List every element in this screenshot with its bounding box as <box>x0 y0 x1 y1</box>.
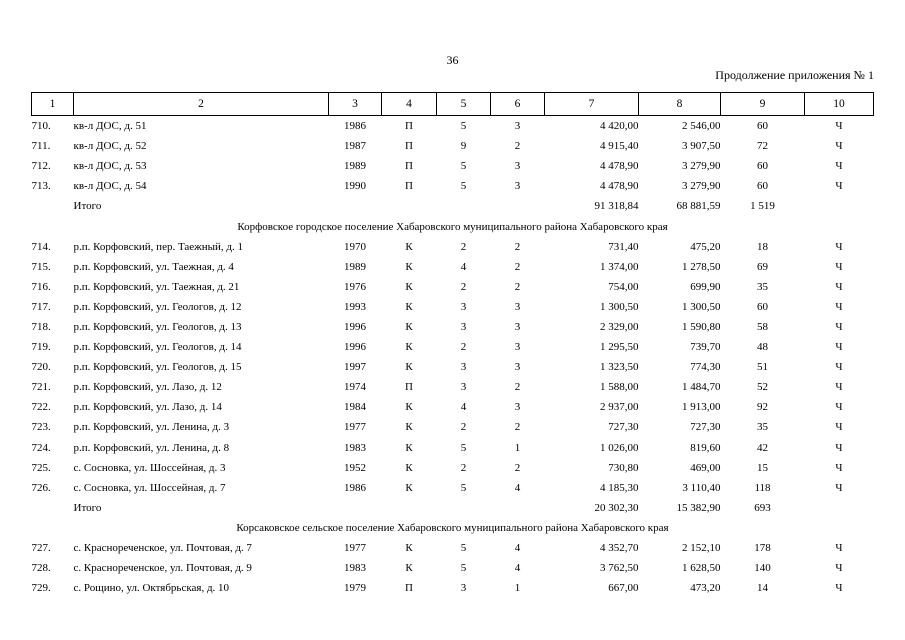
residents-count: 60 <box>757 120 768 133</box>
row-number: 728. <box>31 562 51 575</box>
address: кв-л ДОС, д. 51 <box>73 120 147 133</box>
column-header: 4 <box>382 93 437 116</box>
total-area: 4 915,40 <box>600 140 639 153</box>
ownership-type: Ч <box>835 481 843 494</box>
row-number <box>32 498 74 518</box>
floors-count: 3 <box>460 361 467 374</box>
table-row <box>32 578 874 598</box>
section-title: Корфовское городское поселение Хабаровского муниципального района Хабаровского края <box>237 220 668 233</box>
table-row <box>32 277 874 297</box>
total-area: 4 352,70 <box>600 542 639 555</box>
column-header: 7 <box>545 93 639 116</box>
column-header: 3 <box>329 93 382 116</box>
living-area: 1 300,50 <box>682 300 721 313</box>
year-built: 1997 <box>344 361 366 374</box>
address: р.п. Корфовский, ул. Геологов, д. 15 <box>73 361 242 374</box>
column-header: 10 <box>805 93 874 116</box>
address: р.п. Корфовский, ул. Ленина, д. 8 <box>73 441 230 454</box>
wall-material: К <box>405 341 413 354</box>
living-area: 819,60 <box>690 441 721 454</box>
total-area: 731,40 <box>608 240 639 253</box>
year-built: 1976 <box>344 280 366 293</box>
year-built: 1989 <box>344 260 366 273</box>
floors-count: 5 <box>460 120 467 133</box>
year-built: 1987 <box>344 140 366 153</box>
entrances-count: 3 <box>514 160 521 173</box>
living-area: 774,30 <box>690 361 721 374</box>
entrances-count: 2 <box>514 461 521 474</box>
living-area: 1 484,70 <box>682 381 721 394</box>
table-row <box>32 538 874 558</box>
entrances-count: 3 <box>514 180 521 193</box>
floors-count: 3 <box>460 300 467 313</box>
entrances-count: 3 <box>514 120 521 133</box>
column-header: 2 <box>74 93 329 116</box>
year-built: 1974 <box>344 381 366 394</box>
address: с. Рощино, ул. Октябрьская, д. 10 <box>73 582 230 595</box>
row-number: 727. <box>31 542 51 555</box>
table-row <box>32 317 874 337</box>
column-header: 6 <box>491 93 545 116</box>
ownership-type: Ч <box>835 320 843 333</box>
address: р.п. Корфовский, ул. Лазо, д. 14 <box>73 401 222 414</box>
ownership-type: Ч <box>835 582 843 595</box>
entrances-count <box>491 498 545 518</box>
table-row <box>32 176 874 196</box>
residents-count: 140 <box>754 562 771 575</box>
entrances-count: 3 <box>514 320 521 333</box>
entrances-count: 2 <box>514 260 521 273</box>
total-area: 4 478,90 <box>600 160 639 173</box>
living-area: 473,20 <box>690 582 721 595</box>
living-area: 2 546,00 <box>682 120 721 133</box>
entrances-count: 3 <box>514 361 521 374</box>
table-header-row <box>32 93 874 116</box>
living-area: 3 110,40 <box>682 481 721 494</box>
year-built: 1983 <box>344 562 366 575</box>
table-row <box>32 357 874 377</box>
address: р.п. Корфовский, ул. Геологов, д. 12 <box>73 300 242 313</box>
wall-material: П <box>405 140 413 153</box>
year-built: 1979 <box>344 582 366 595</box>
address: р.п. Корфовский, ул. Лазо, д. 12 <box>73 381 222 394</box>
wall-material: К <box>405 401 413 414</box>
ownership-type: Ч <box>835 120 843 133</box>
row-number: 729. <box>31 582 51 595</box>
residents-count: 118 <box>754 481 771 494</box>
residents-count: 52 <box>757 381 768 394</box>
ownership-type: Ч <box>835 341 843 354</box>
table-row <box>32 337 874 357</box>
total-label: Итого <box>73 501 102 514</box>
ownership-type: Ч <box>835 421 843 434</box>
entrances-count <box>491 196 545 216</box>
total-row <box>32 196 874 216</box>
section-header-row <box>32 216 874 236</box>
ownership-type: Ч <box>835 300 843 313</box>
year-built: 1970 <box>344 240 366 253</box>
living-area: 2 152,10 <box>682 542 721 555</box>
ownership-type <box>805 498 874 518</box>
ownership-type: Ч <box>835 240 843 253</box>
entrances-count: 2 <box>514 280 521 293</box>
residents-count: 42 <box>757 441 768 454</box>
wall-material: К <box>405 361 413 374</box>
table-body <box>32 116 874 599</box>
address: р.п. Корфовский, ул. Таежная, д. 4 <box>73 260 234 273</box>
table-row <box>32 156 874 176</box>
table-row <box>32 417 874 437</box>
address: р.п. Корфовский, пер. Таежный, д. 1 <box>73 240 244 253</box>
address: р.п. Корфовский, ул. Геологов, д. 13 <box>73 320 242 333</box>
year-built: 1986 <box>344 481 366 494</box>
year-built: 1977 <box>344 421 366 434</box>
floors-count: 4 <box>460 260 467 273</box>
entrances-count: 4 <box>514 562 521 575</box>
residents-count: 35 <box>757 280 768 293</box>
row-number: 717. <box>31 300 51 313</box>
row-number: 724. <box>31 441 51 454</box>
wall-material: К <box>405 562 413 575</box>
residents-count: 48 <box>757 341 768 354</box>
floors-count: 4 <box>460 401 467 414</box>
entrances-count: 4 <box>514 542 521 555</box>
floors-count <box>437 196 491 216</box>
address: с. Сосновка, ул. Шоссейная, д. 7 <box>73 481 226 494</box>
residents-count: 60 <box>757 180 768 193</box>
floors-count: 2 <box>460 421 467 434</box>
floors-count: 9 <box>460 140 467 153</box>
floors-count: 2 <box>460 461 467 474</box>
floors-count: 2 <box>460 240 467 253</box>
row-number: 711. <box>31 140 51 153</box>
entrances-count: 2 <box>514 421 521 434</box>
column-header: 8 <box>639 93 721 116</box>
entrances-count: 1 <box>514 582 521 595</box>
row-number: 716. <box>31 280 51 293</box>
ownership-type: Ч <box>835 401 843 414</box>
row-number: 725. <box>31 461 51 474</box>
ownership-type: Ч <box>835 180 843 193</box>
ownership-type <box>805 196 874 216</box>
total-area: 4 420,00 <box>600 120 639 133</box>
year-built: 1952 <box>344 461 366 474</box>
ownership-type: Ч <box>835 160 843 173</box>
address: р.п. Корфовский, ул. Ленина, д. 3 <box>73 421 230 434</box>
residents-count: 14 <box>757 582 768 595</box>
wall-material: К <box>405 441 413 454</box>
table-row <box>32 397 874 417</box>
address: с. Краснореченское, ул. Почтовая, д. 9 <box>73 562 252 575</box>
wall-material: П <box>405 160 413 173</box>
total-area: 4 478,90 <box>600 180 639 193</box>
ownership-type: Ч <box>835 260 843 273</box>
address: р.п. Корфовский, ул. Геологов, д. 14 <box>73 341 242 354</box>
total-area: 1 588,00 <box>600 381 639 394</box>
residents-count: 178 <box>754 542 771 555</box>
residents-count: 69 <box>757 260 768 273</box>
living-area: 475,20 <box>690 240 721 253</box>
ownership-type: Ч <box>835 280 843 293</box>
total-label: Итого <box>73 200 102 213</box>
row-number: 720. <box>31 361 51 374</box>
entrances-count: 3 <box>514 341 521 354</box>
total-area: 1 374,00 <box>600 260 639 273</box>
row-number: 721. <box>31 381 51 394</box>
living-area: 3 279,90 <box>682 160 721 173</box>
floors-count <box>437 498 491 518</box>
page-number: 36 <box>446 53 459 67</box>
total-area: 730,80 <box>608 461 639 474</box>
table-row <box>32 377 874 397</box>
living-area: 1 590,80 <box>682 320 721 333</box>
ownership-type: Ч <box>835 562 843 575</box>
total-area: 20 302,30 <box>594 501 639 514</box>
floors-count: 2 <box>460 280 467 293</box>
address: кв-л ДОС, д. 53 <box>73 160 147 173</box>
address: кв-л ДОС, д. 52 <box>73 140 147 153</box>
year-built: 1983 <box>344 441 366 454</box>
wall-material <box>382 498 437 518</box>
year-built: 1986 <box>344 120 366 133</box>
table-row <box>32 558 874 578</box>
residents-count: 1 519 <box>750 200 775 213</box>
residents-count: 58 <box>757 320 768 333</box>
total-area: 91 318,84 <box>594 200 639 213</box>
total-area: 754,00 <box>608 280 639 293</box>
housing-registry-table <box>31 92 874 598</box>
year-built: 1993 <box>344 300 366 313</box>
ownership-type: Ч <box>835 361 843 374</box>
total-area: 1 026,00 <box>600 441 639 454</box>
row-number: 722. <box>31 401 51 414</box>
row-number: 723. <box>31 421 51 434</box>
residents-count: 35 <box>757 421 768 434</box>
living-area: 739,70 <box>690 341 721 354</box>
year-built: 1977 <box>344 542 366 555</box>
entrances-count: 2 <box>514 381 521 394</box>
entrances-count: 2 <box>514 240 521 253</box>
residents-count: 15 <box>757 461 768 474</box>
row-number <box>32 196 74 216</box>
table-row <box>32 458 874 478</box>
floors-count: 5 <box>460 180 467 193</box>
table-row <box>32 297 874 317</box>
appendix-continuation-label: Продолжение приложения № 1 <box>715 68 874 82</box>
living-area: 3 907,50 <box>682 140 721 153</box>
residents-count: 60 <box>757 160 768 173</box>
wall-material: К <box>405 421 413 434</box>
row-number: 726. <box>31 481 51 494</box>
year-built: 1984 <box>344 401 366 414</box>
entrances-count: 4 <box>514 481 521 494</box>
address: с. Краснореченское, ул. Почтовая, д. 7 <box>73 542 252 555</box>
year-built: 1990 <box>344 180 366 193</box>
wall-material: П <box>405 381 413 394</box>
floors-count: 5 <box>460 160 467 173</box>
year-built: 1996 <box>344 341 366 354</box>
section-title: Корсаковское сельское поселение Хабаровского муниципального района Хабаровского края <box>236 521 669 534</box>
row-number: 712. <box>31 160 51 173</box>
floors-count: 5 <box>460 481 467 494</box>
floors-count: 3 <box>460 381 467 394</box>
row-number: 713. <box>31 180 51 193</box>
living-area: 15 382,90 <box>676 501 721 514</box>
ownership-type: Ч <box>835 542 843 555</box>
total-area: 2 937,00 <box>600 401 639 414</box>
living-area: 68 881,59 <box>676 200 721 213</box>
living-area: 469,00 <box>690 461 721 474</box>
wall-material: П <box>405 582 413 595</box>
total-area: 1 295,50 <box>600 341 639 354</box>
residents-count: 92 <box>757 401 768 414</box>
total-area: 3 762,50 <box>600 562 639 575</box>
total-area: 1 300,50 <box>600 300 639 313</box>
year-built <box>329 196 382 216</box>
section-header-row <box>32 518 874 538</box>
floors-count: 5 <box>460 542 467 555</box>
residents-count: 51 <box>757 361 768 374</box>
wall-material <box>382 196 437 216</box>
living-area: 699,90 <box>690 280 721 293</box>
entrances-count: 2 <box>514 140 521 153</box>
total-area: 667,00 <box>608 582 639 595</box>
wall-material: К <box>405 461 413 474</box>
living-area: 3 279,90 <box>682 180 721 193</box>
residents-count: 18 <box>757 240 768 253</box>
wall-material: К <box>405 240 413 253</box>
entrances-count: 3 <box>514 401 521 414</box>
wall-material: К <box>405 280 413 293</box>
floors-count: 3 <box>460 582 467 595</box>
ownership-type: Ч <box>835 381 843 394</box>
table-row <box>32 438 874 458</box>
total-area: 727,30 <box>608 421 639 434</box>
entrances-count: 3 <box>514 300 521 313</box>
floors-count: 3 <box>460 320 467 333</box>
total-row <box>32 498 874 518</box>
wall-material: К <box>405 300 413 313</box>
wall-material: К <box>405 260 413 273</box>
column-header: 5 <box>437 93 491 116</box>
total-area: 1 323,50 <box>600 361 639 374</box>
row-number: 718. <box>31 320 51 333</box>
total-area: 2 329,00 <box>600 320 639 333</box>
residents-count: 72 <box>757 140 768 153</box>
total-area: 4 185,30 <box>600 481 639 494</box>
wall-material: П <box>405 120 413 133</box>
living-area: 1 278,50 <box>682 260 721 273</box>
wall-material: К <box>405 542 413 555</box>
year-built: 1989 <box>344 160 366 173</box>
wall-material: К <box>405 320 413 333</box>
column-header: 1 <box>32 93 74 116</box>
year-built <box>329 498 382 518</box>
entrances-count: 1 <box>514 441 521 454</box>
address: кв-л ДОС, д. 54 <box>73 180 147 193</box>
row-number: 715. <box>31 260 51 273</box>
residents-count: 60 <box>757 300 768 313</box>
residents-count: 693 <box>754 501 771 514</box>
row-number: 714. <box>31 240 51 253</box>
ownership-type: Ч <box>835 461 843 474</box>
table-row <box>32 116 874 137</box>
row-number: 710. <box>31 120 51 133</box>
ownership-type: Ч <box>835 441 843 454</box>
year-built: 1996 <box>344 320 366 333</box>
ownership-type: Ч <box>835 140 843 153</box>
floors-count: 2 <box>460 341 467 354</box>
table-row <box>32 478 874 498</box>
floors-count: 5 <box>460 562 467 575</box>
living-area: 1 628,50 <box>682 562 721 575</box>
table-row <box>32 257 874 277</box>
address: с. Сосновка, ул. Шоссейная, д. 3 <box>73 461 226 474</box>
living-area: 1 913,00 <box>682 401 721 414</box>
table-row <box>32 237 874 257</box>
table-row <box>32 136 874 156</box>
row-number: 719. <box>31 341 51 354</box>
wall-material: П <box>405 180 413 193</box>
wall-material: К <box>405 481 413 494</box>
living-area: 727,30 <box>690 421 721 434</box>
address: р.п. Корфовский, ул. Таежная, д. 21 <box>73 280 240 293</box>
floors-count: 5 <box>460 441 467 454</box>
column-header: 9 <box>721 93 805 116</box>
